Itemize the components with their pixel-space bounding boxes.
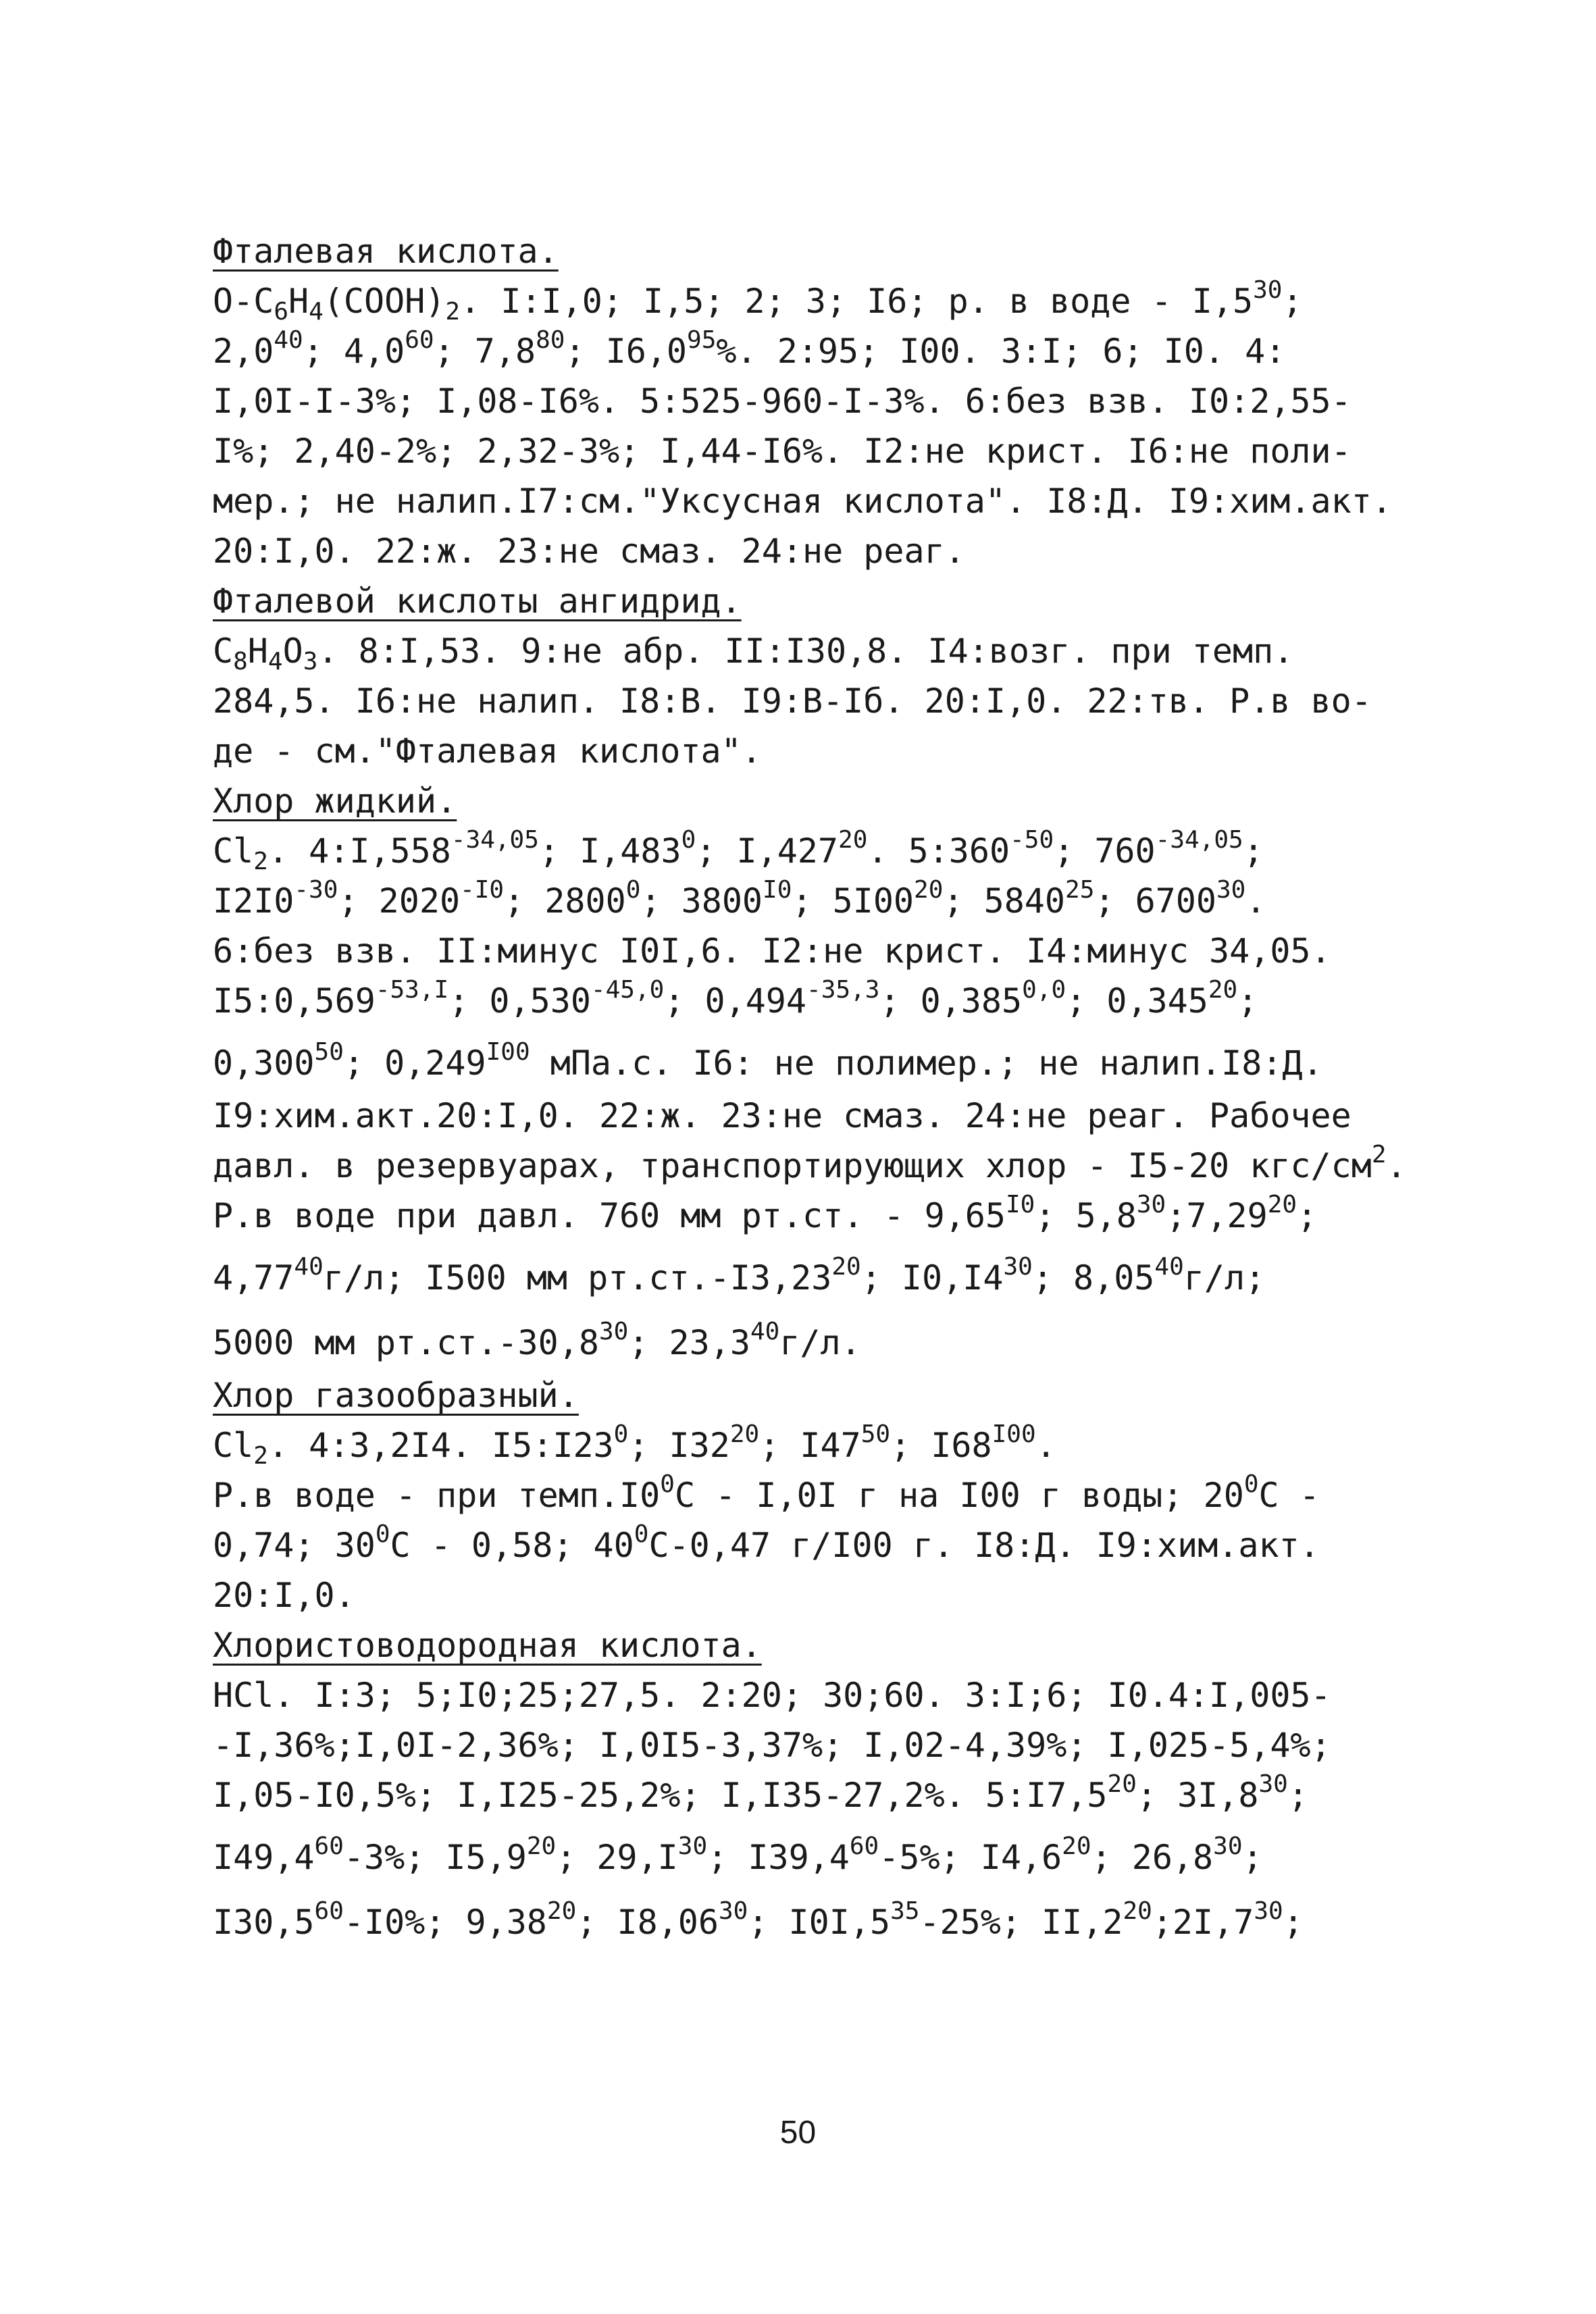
text-run: ; I6,0 (565, 332, 688, 371)
superscript: 20 (1107, 1770, 1137, 1798)
superscript: 60 (849, 1832, 879, 1860)
superscript: 20 (546, 1897, 577, 1925)
text-run: (COOH) (323, 282, 446, 321)
text-run: 6:без взв. II:минус I0I,6. I2:не крист. I4:минус 34,05. (213, 931, 1331, 971)
text-run: ; 7,8 (434, 332, 536, 371)
superscript: I00 (992, 1420, 1036, 1448)
text-run: . I:I,0; I,5; 2; 3; I6; р. в воде - I,5 (460, 282, 1254, 321)
superscript: 20 (838, 826, 868, 854)
text-run: I30,5 (213, 1903, 315, 1942)
superscript: -50 (1010, 826, 1054, 854)
superscript: -53,I (375, 976, 449, 1004)
entry-heading: Фталевая кислота. (213, 232, 559, 271)
text-run: C - (1258, 1476, 1320, 1515)
text-run: I2I0 (213, 881, 294, 921)
text-run: ; I0I,5 (748, 1903, 891, 1942)
text-run: ; 29,I (556, 1838, 678, 1877)
text-run: . 8:I,53. 9:не абр. II:I30,8. I4:возг. при темп. (317, 632, 1294, 671)
text-run: . 4:3,2I4. I5:I23 (267, 1426, 614, 1465)
superscript: 20 (729, 1420, 760, 1448)
superscript: -35,3 (806, 976, 880, 1004)
text-run: 284,5. I6:не налип. I8:В. I9:В-Iб. 20:I,0. 22:тв. Р.в во- (213, 682, 1372, 721)
text-line (213, 1885, 1449, 1950)
superscript: 30 (1213, 1832, 1243, 1860)
text-line (213, 276, 1449, 326)
superscript: 30 (1254, 1897, 1283, 1925)
text-run: ; 0,345 (1066, 981, 1208, 1021)
text-run: O (282, 632, 303, 671)
text-run: Р.в воде - при темп.I0 (213, 1476, 661, 1515)
superscript: 30 (677, 1832, 708, 1860)
text-run: 4,77 (213, 1258, 294, 1297)
superscript: 30 (1216, 876, 1246, 904)
text-run: ; 0,494 (664, 981, 807, 1021)
text-run: ; I47 (759, 1426, 861, 1465)
text-run: H (247, 632, 268, 671)
text-run: ; (1297, 1196, 1318, 1235)
document-body (213, 226, 1449, 1950)
text-run: г/л; I500 мм рт.ст.-I3,23 (323, 1258, 832, 1297)
text-run: ; (1282, 282, 1303, 321)
entry-heading: Хлористоводородная кислота. (213, 1626, 762, 1665)
superscript: 60 (314, 1832, 344, 1860)
superscript: -34,05 (1155, 826, 1243, 854)
superscript: 30 (1253, 276, 1283, 304)
text-line (213, 1191, 1449, 1241)
page-number: 50 (779, 2115, 817, 2151)
text-line (213, 1670, 1449, 1720)
text-run: 20:I,0. 22:ж. 23:не смаз. 24:не реаг. (213, 532, 965, 571)
text-line (213, 1241, 1449, 1306)
text-run: . 5:360 (867, 831, 1010, 871)
text-line (213, 1026, 1449, 1091)
text-run: давл. в резервуарах, транспортирующих хлор - I5-20 кгс/см (213, 1146, 1372, 1185)
text-line (213, 376, 1449, 426)
superscript: I0 (763, 876, 792, 904)
superscript: 40 (750, 1318, 780, 1345)
text-line (213, 976, 1449, 1026)
text-run: ; 0,385 (879, 981, 1023, 1021)
superscript: 0 (625, 876, 641, 904)
subscript: 8 (233, 648, 248, 675)
superscript: 95 (687, 326, 717, 354)
text-run: 5000 мм рт.ст.-30,8 (213, 1323, 599, 1362)
text-run: ; 8,05 (1032, 1258, 1155, 1297)
superscript: 2 (1371, 1141, 1387, 1168)
superscript: 35 (890, 1897, 920, 1925)
superscript: 40 (1154, 1253, 1184, 1281)
text-run: ; 3800 (640, 881, 763, 921)
entry-heading: Фталевой кислоты ангидрид. (213, 582, 742, 621)
text-run: Р.в воде при давл. 760 мм рт.ст. - 9,65 (213, 1196, 1006, 1235)
superscript: 50 (314, 1038, 344, 1066)
text-run: . (1245, 881, 1266, 921)
text-run: ; 0,530 (448, 981, 591, 1021)
superscript: 20 (1123, 1897, 1152, 1925)
entry (213, 226, 1449, 576)
text-line (213, 1570, 1449, 1620)
superscript: I00 (486, 1038, 530, 1066)
text-run: I9:хим.акт.20:I,0. 22:ж. 23:не смаз. 24:не реаг. Рабочее (213, 1096, 1352, 1135)
superscript: 0 (681, 826, 696, 854)
text-run: ; 0,249 (343, 1044, 486, 1083)
text-run: ; (1237, 981, 1258, 1021)
text-line (213, 676, 1449, 726)
superscript: 20 (914, 876, 944, 904)
superscript: 20 (1267, 1191, 1297, 1218)
superscript: 20 (1208, 976, 1238, 1004)
subscript: 6 (274, 298, 288, 326)
text-line (213, 526, 1449, 576)
text-line (213, 426, 1449, 476)
text-run: ; 2020 (338, 881, 461, 921)
superscript: 0 (660, 1470, 675, 1498)
superscript: 0,0 (1022, 976, 1066, 1004)
superscript: -30 (294, 876, 338, 904)
text-run: C-0,47 г/I00 г. I8:Д. I9:хим.акт. (648, 1526, 1320, 1565)
text-line (213, 726, 1449, 776)
superscript: -45,0 (590, 976, 665, 1004)
text-run: мер.; не налип.I7:см."Уксусная кислота". I8:Д. I9:хим.акт. (213, 482, 1392, 521)
entry (213, 776, 1449, 1370)
text-run: ; 760 (1054, 831, 1156, 871)
text-line (213, 1470, 1449, 1520)
text-line (213, 626, 1449, 676)
text-run: ; 6700 (1094, 881, 1216, 921)
text-run: . (1035, 1426, 1056, 1465)
text-run: C - I,0I г на I00 г воды; 20 (674, 1476, 1244, 1515)
text-run: 0,74; 30 (213, 1526, 376, 1565)
subscript: 2 (253, 1442, 268, 1470)
text-run: Cl (213, 831, 254, 871)
text-run: ; 5I00 (792, 881, 915, 921)
text-line (213, 1306, 1449, 1370)
text-run: ; I39,4 (707, 1838, 850, 1877)
text-run: 2,0 (213, 332, 274, 371)
text-line (213, 876, 1449, 926)
text-line (213, 1520, 1449, 1570)
text-run: ; 5840 (943, 881, 1066, 921)
text-run: 0,300 (213, 1044, 315, 1083)
text-run: ; 2800 (504, 881, 626, 921)
text-run: -I0%; 9,38 (343, 1903, 547, 1942)
text-line (213, 476, 1449, 526)
superscript: 0 (1243, 1470, 1259, 1498)
text-run: HCl. I:3; 5;I0;25;27,5. 2:20; 30;60. 3:I;6; I0.4:I,005- (213, 1676, 1331, 1715)
superscript: 20 (1062, 1832, 1091, 1860)
text-run: H (288, 282, 309, 321)
text-run: ; 23,3 (628, 1323, 750, 1362)
text-line (213, 1720, 1449, 1770)
text-run: ; 26,8 (1091, 1838, 1214, 1877)
text-run: ; I8,06 (576, 1903, 719, 1942)
superscript: 30 (598, 1318, 629, 1345)
text-line (213, 1820, 1449, 1885)
entry (213, 576, 1449, 776)
text-run: -I,36%;I,0I-2,36%; I,0I5-3,37%; I,02-4,39%; I,025-5,4%; (213, 1726, 1331, 1765)
text-run: %. 2:95; I00. 3:I; 6; I0. 4: (716, 332, 1286, 371)
text-run: ; I0,I4 (860, 1258, 1004, 1297)
subscript: 4 (309, 298, 324, 326)
superscript: 25 (1065, 876, 1095, 904)
superscript: 50 (860, 1420, 891, 1448)
entry (213, 1620, 1449, 1950)
superscript: 0 (375, 1520, 390, 1548)
text-run: г/л. (779, 1323, 861, 1362)
text-run: ; I,427 (696, 831, 839, 871)
text-line (213, 326, 1449, 376)
text-run: I,05-I0,5%; I,I25-25,2%; I,I35-27,2%. 5:I7,5 (213, 1776, 1108, 1815)
subscript: 4 (267, 648, 283, 675)
superscript: 80 (536, 326, 565, 354)
superscript: 20 (526, 1832, 557, 1860)
entry-heading: Хлор жидкий. (213, 781, 457, 821)
text-run: C (213, 632, 234, 671)
subscript: 3 (303, 648, 318, 675)
text-run: 20:I,0. (213, 1576, 355, 1615)
superscript: 20 (831, 1253, 861, 1281)
text-line (213, 926, 1449, 976)
superscript: -34,05 (451, 826, 539, 854)
text-run: ; (1287, 1776, 1308, 1815)
text-run: I,0I-I-3%; I,08-I6%. 5:525-960-I-3%. 6:без взв. I0:2,55- (213, 382, 1352, 421)
text-run: -25%; II,2 (919, 1903, 1123, 1942)
text-run: -3%; I5,9 (343, 1838, 527, 1877)
text-run: ; I,483 (538, 831, 681, 871)
text-line (213, 1141, 1449, 1191)
superscript: I0 (1006, 1191, 1035, 1218)
text-run: I49,4 (213, 1838, 315, 1877)
text-run: мПа.с. I6: не полимер.; не налип.I8:Д. (530, 1044, 1323, 1083)
text-run: ; 4,0 (303, 332, 405, 371)
text-run: ;7,29 (1166, 1196, 1268, 1235)
text-run: ; 3I,8 (1136, 1776, 1259, 1815)
subscript: 2 (253, 848, 268, 875)
superscript: 30 (1003, 1253, 1033, 1281)
text-run: ;2I,7 (1152, 1903, 1254, 1942)
text-run: C - 0,58; 40 (390, 1526, 634, 1565)
text-run: I5:0,569 (213, 981, 376, 1021)
text-line (213, 826, 1449, 876)
text-run: де - см."Фталевая кислота". (213, 731, 762, 771)
text-run: ; I68 (890, 1426, 992, 1465)
text-run: ; I32 (628, 1426, 730, 1465)
superscript: 60 (405, 326, 434, 354)
superscript: 60 (314, 1897, 344, 1925)
text-run: . 4:I,558 (267, 831, 451, 871)
text-run: . (1386, 1146, 1407, 1185)
superscript: 30 (1258, 1770, 1288, 1798)
superscript: -I0 (460, 876, 505, 904)
entry-heading: Хлор газообразный. (213, 1376, 579, 1415)
entry (213, 1370, 1449, 1620)
superscript: 30 (1136, 1191, 1166, 1218)
superscript: 40 (294, 1253, 324, 1281)
text-run: -5%; I4,6 (879, 1838, 1062, 1877)
text-run: г/л; (1183, 1258, 1266, 1297)
superscript: 0 (613, 1420, 629, 1448)
superscript: 30 (718, 1897, 748, 1925)
text-run: ; 5,8 (1035, 1196, 1137, 1235)
superscript: 0 (634, 1520, 649, 1548)
text-line (213, 1420, 1449, 1470)
subscript: 2 (445, 298, 461, 326)
text-run: ; (1242, 1838, 1263, 1877)
text-run: ; (1243, 831, 1264, 871)
text-line (213, 1770, 1449, 1820)
text-run: I%; 2,40-2%; 2,32-3%; I,44-I6%. I2:не крист. I6:не поли- (213, 432, 1352, 471)
text-run: O-C (213, 282, 274, 321)
text-run: ; (1283, 1903, 1304, 1942)
text-line (213, 1091, 1449, 1141)
superscript: 40 (274, 326, 303, 354)
text-run: Cl (213, 1426, 254, 1465)
